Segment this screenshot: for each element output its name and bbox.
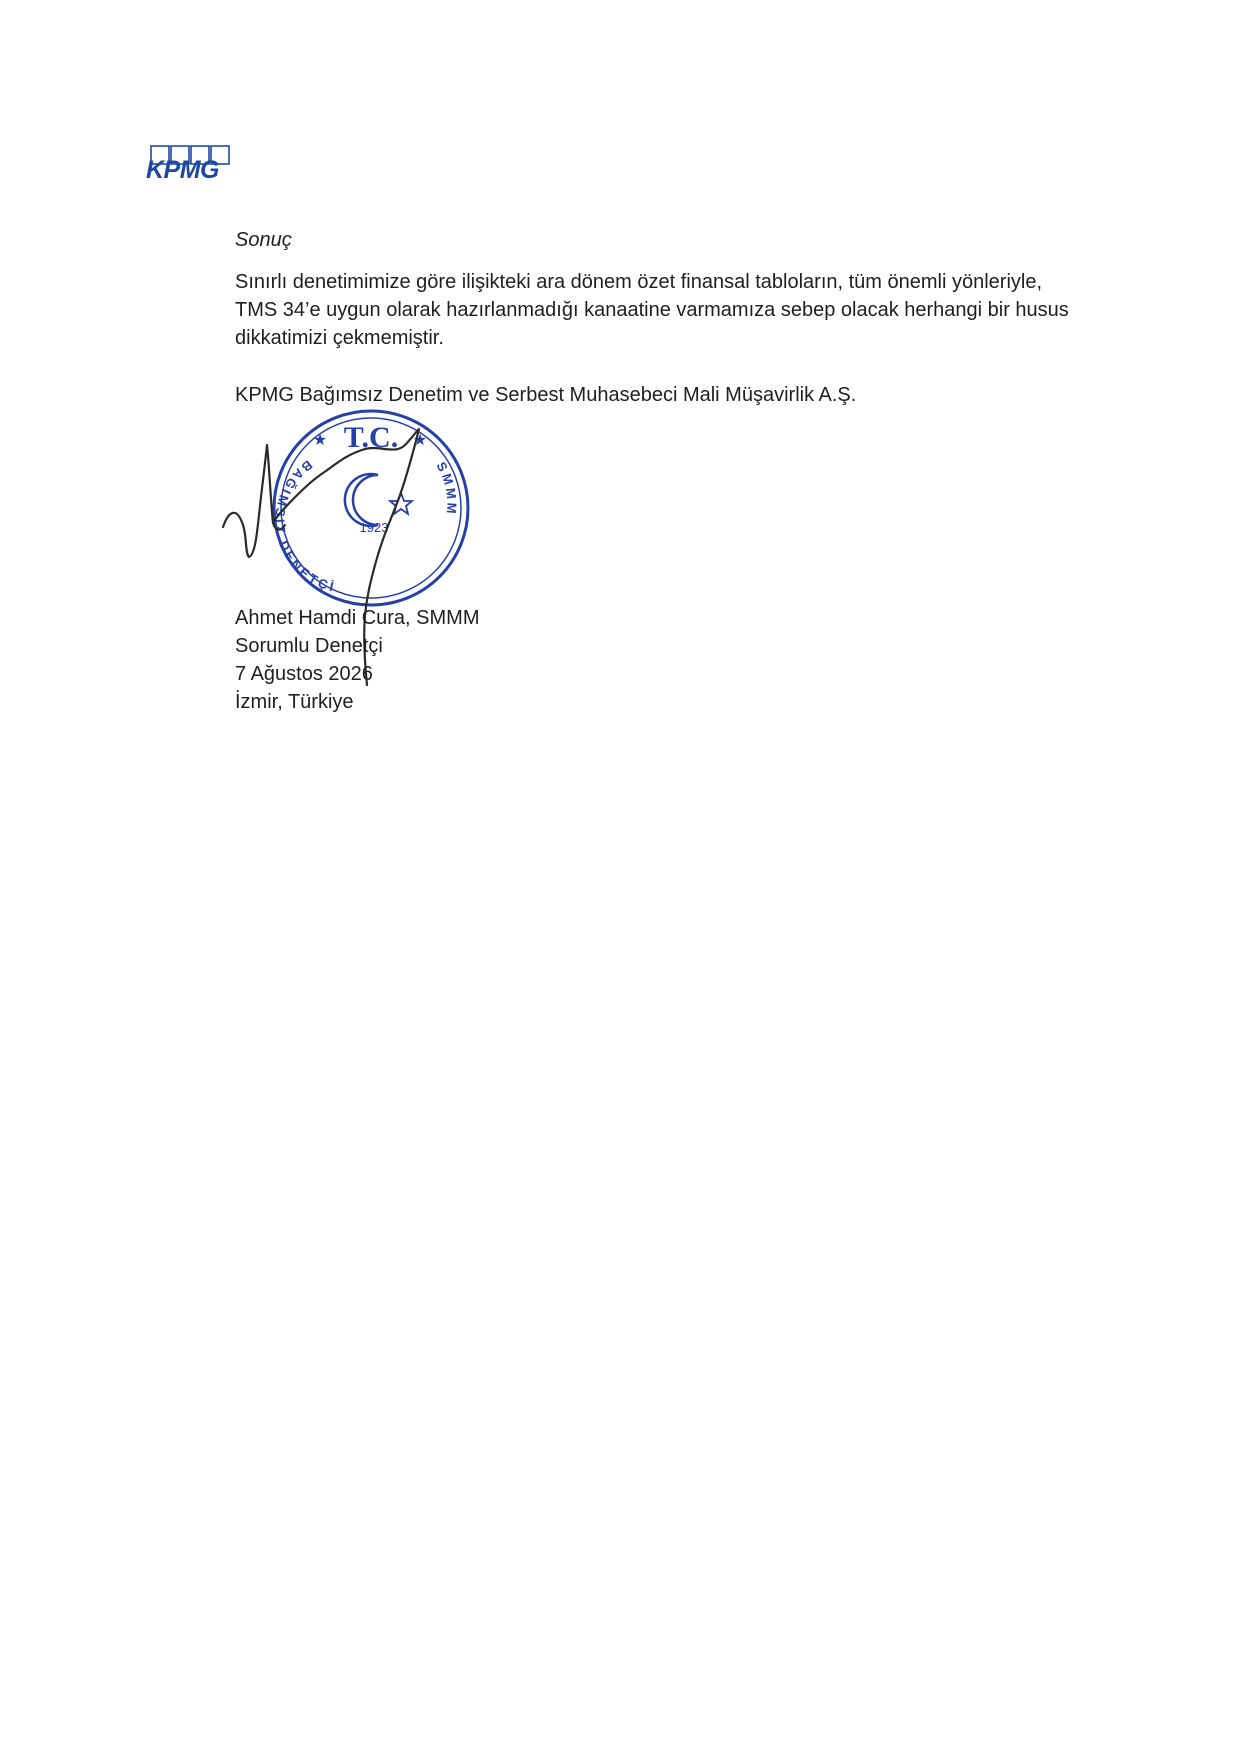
- paragraph-line: Sınırlı denetimimize göre ilişikteki ara dönem özet finansal tabloların, tüm önemli yönleriyle,: [235, 271, 1043, 293]
- conclusion-paragraph: [235, 268, 1135, 352]
- report-place: İzmir, Türkiye: [235, 691, 354, 713]
- paragraph-line: dikkatimizi çekmemiştir.: [235, 327, 444, 349]
- seal-ring-text: BAĞIMSIZ DENETÇİ: [272, 457, 338, 595]
- seal-ring-right-text: SMMM: [433, 459, 460, 518]
- firm-name: KPMG Bağımsız Denetim ve Serbest Muhasebeci Mali Müşavirlik A.Ş.: [235, 384, 857, 406]
- paragraph-line: TMS 34’e uygun olarak hazırlanmadığı kanaatine varmamıza sebep olacak herhangi bir husus: [235, 299, 1069, 321]
- report-date: 7 Ağustos 2026: [235, 663, 373, 685]
- svg-text:★: ★: [412, 432, 428, 449]
- seal-top-text: T.C.: [343, 421, 399, 454]
- section-heading: Sonuç: [235, 229, 292, 251]
- kpmg-logo: [146, 145, 241, 185]
- svg-text:★: ★: [312, 432, 328, 449]
- signatory-block: [235, 604, 480, 716]
- seal-year: 1923: [359, 520, 389, 535]
- signatory-title: Sorumlu Denetçi: [235, 635, 383, 657]
- kpmg-logo-text: KPMG: [146, 156, 219, 184]
- signatory-name: Ahmet Hamdi Cura, SMMM: [235, 607, 480, 629]
